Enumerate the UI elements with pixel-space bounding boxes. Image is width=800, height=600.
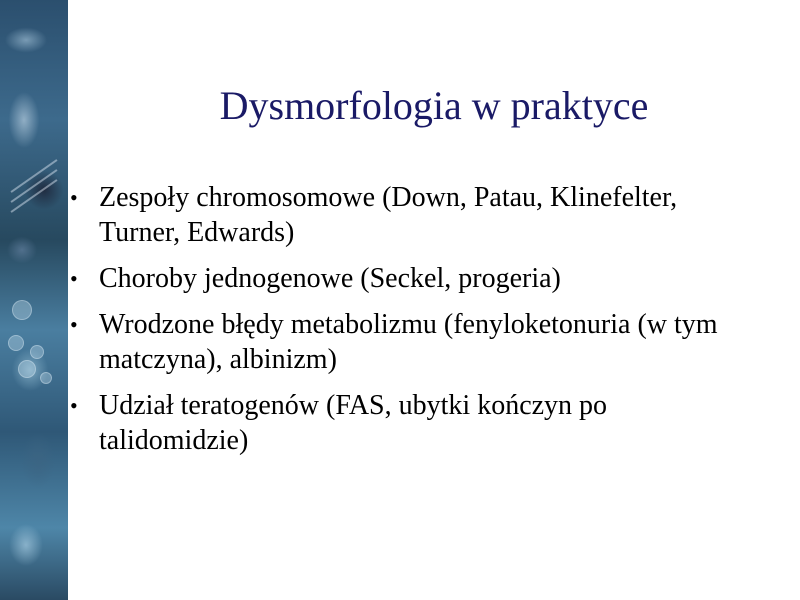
dna-strand-icon <box>10 159 57 193</box>
bullet-item <box>68 180 728 250</box>
bullet-icon: • <box>70 266 78 291</box>
cell-icon <box>40 372 52 384</box>
bullet-icon: • <box>70 185 78 210</box>
cell-icon <box>12 300 32 320</box>
bullet-text: Choroby jednogenowe (Seckel, progeria) <box>99 263 561 294</box>
bullet-icon: • <box>70 393 78 418</box>
bullet-text: Wrodzone błędy metabolizmu (fenyloketonuria (w tym matczyna), albinizm) <box>99 309 718 375</box>
decorative-side-image <box>0 0 68 600</box>
slide-title: Dysmorfologia w praktyce <box>219 83 649 128</box>
bullet-text: Zespoły chromosomowe (Down, Patau, Klinefelter, Turner, Edwards) <box>99 182 678 248</box>
bullet-item <box>68 307 728 377</box>
bullet-icon: • <box>70 312 78 337</box>
cell-icon <box>18 360 36 378</box>
bullet-list <box>68 180 728 469</box>
bullet-item <box>68 261 728 296</box>
cell-icon <box>8 335 24 351</box>
bullet-item <box>68 388 728 458</box>
cell-icon <box>30 345 44 359</box>
bullet-text: Udział teratogenów (FAS, ubytki kończyn po talidomidzie) <box>99 390 608 456</box>
